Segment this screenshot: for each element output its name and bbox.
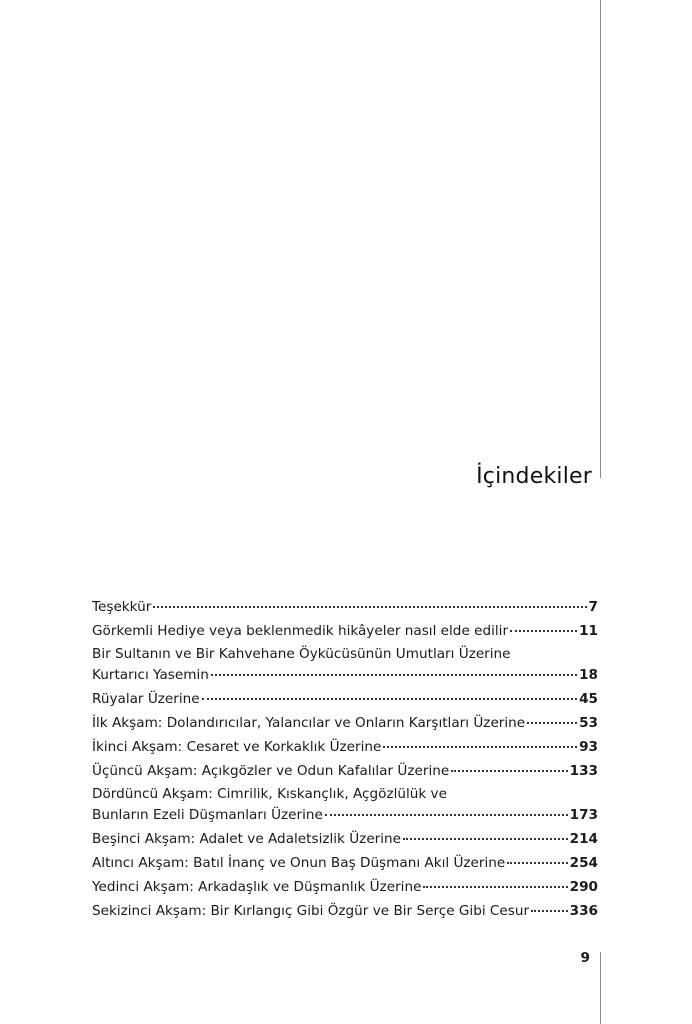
toc-entry[interactable] — [92, 900, 598, 922]
toc-entry[interactable] — [92, 784, 598, 826]
vertical-rule-bottom — [600, 952, 601, 1024]
dot-leader — [451, 770, 567, 772]
dot-leader — [211, 674, 577, 676]
toc-entry-title: Rüyalar Üzerine — [92, 691, 200, 707]
toc-entry[interactable] — [92, 876, 598, 898]
toc-entry-page: 7 — [588, 599, 598, 615]
toc-entry[interactable] — [92, 712, 598, 734]
toc-entry-title: Yedinci Akşam: Arkadaşlık ve Düşmanlık Üzerine — [92, 879, 422, 895]
toc-entry-title: Bunların Ezeli Düşmanları Üzerine — [92, 807, 323, 823]
toc-entry-title: Üçüncü Akşam: Açıkgözler ve Odun Kafalılar Üzerine — [92, 763, 450, 779]
toc-entry-page: 336 — [569, 903, 598, 919]
toc-entry[interactable] — [92, 620, 598, 642]
toc-entry-title: Altıncı Akşam: Batıl İnanç ve Onun Baş Düşmanı Akıl Üzerine — [92, 855, 506, 871]
dot-leader — [423, 886, 567, 888]
toc-entry-title: Kurtarıcı Yasemin — [92, 667, 209, 683]
dot-leader — [531, 910, 568, 912]
toc-entry[interactable] — [92, 688, 598, 710]
toc-entry-page: 18 — [579, 667, 598, 683]
toc-entry[interactable] — [92, 644, 598, 686]
dot-leader — [507, 862, 567, 864]
toc-entry-page: 53 — [579, 715, 598, 731]
toc-entry-page: 93 — [579, 739, 598, 755]
toc-entry-title: Görkemli Hediye veya beklenmedik hikâyeler nasıl elde edilir — [92, 623, 509, 639]
dot-leader — [403, 838, 568, 840]
toc-entry-title-line1: Dördüncü Akşam: Cimrilik, Kıskançlık, Açgözlülük ve — [92, 786, 447, 802]
dot-leader — [325, 814, 568, 816]
toc-entry[interactable] — [92, 736, 598, 758]
toc-entry-title: Teşekkür — [92, 599, 152, 615]
dot-leader — [202, 698, 577, 700]
toc-entry[interactable] — [92, 852, 598, 874]
dot-leader — [510, 630, 577, 632]
toc-entry-page: 11 — [579, 623, 598, 639]
toc-entry-title: İlk Akşam: Dolandırıcılar, Yalancılar ve Onların Karşıtları Üzerine — [92, 715, 526, 731]
toc-entry-title: Beşinci Akşam: Adalet ve Adaletsizlik Üzerine — [92, 831, 402, 847]
toc-entry[interactable] — [92, 596, 598, 618]
toc-entry-title: İkinci Akşam: Cesaret ve Korkaklık Üzerine — [92, 739, 382, 755]
toc-entry-page: 133 — [569, 763, 598, 779]
table-of-contents — [92, 596, 598, 922]
toc-entry[interactable] — [92, 760, 598, 782]
toc-entry-page: 45 — [579, 691, 598, 707]
toc-entry-page: 214 — [569, 831, 598, 847]
toc-entry-page: 290 — [569, 879, 598, 895]
toc-entry-page: 173 — [569, 807, 598, 823]
dot-leader — [383, 746, 577, 748]
toc-entry-title-line1: Bir Sultanın ve Bir Kahvehane Öykücüsünün Umutları Üzerine — [92, 646, 511, 662]
page-title: İçindekiler — [476, 463, 592, 489]
vertical-rule-top — [600, 0, 601, 478]
page-number: 9 — [580, 950, 590, 966]
dot-leader — [527, 722, 577, 724]
toc-entry[interactable] — [92, 828, 598, 850]
dot-leader — [153, 606, 586, 608]
toc-entry-page: 254 — [569, 855, 598, 871]
toc-entry-title: Sekizinci Akşam: Bir Kırlangıç Gibi Özgür ve Bir Serçe Gibi Cesur — [92, 903, 530, 919]
